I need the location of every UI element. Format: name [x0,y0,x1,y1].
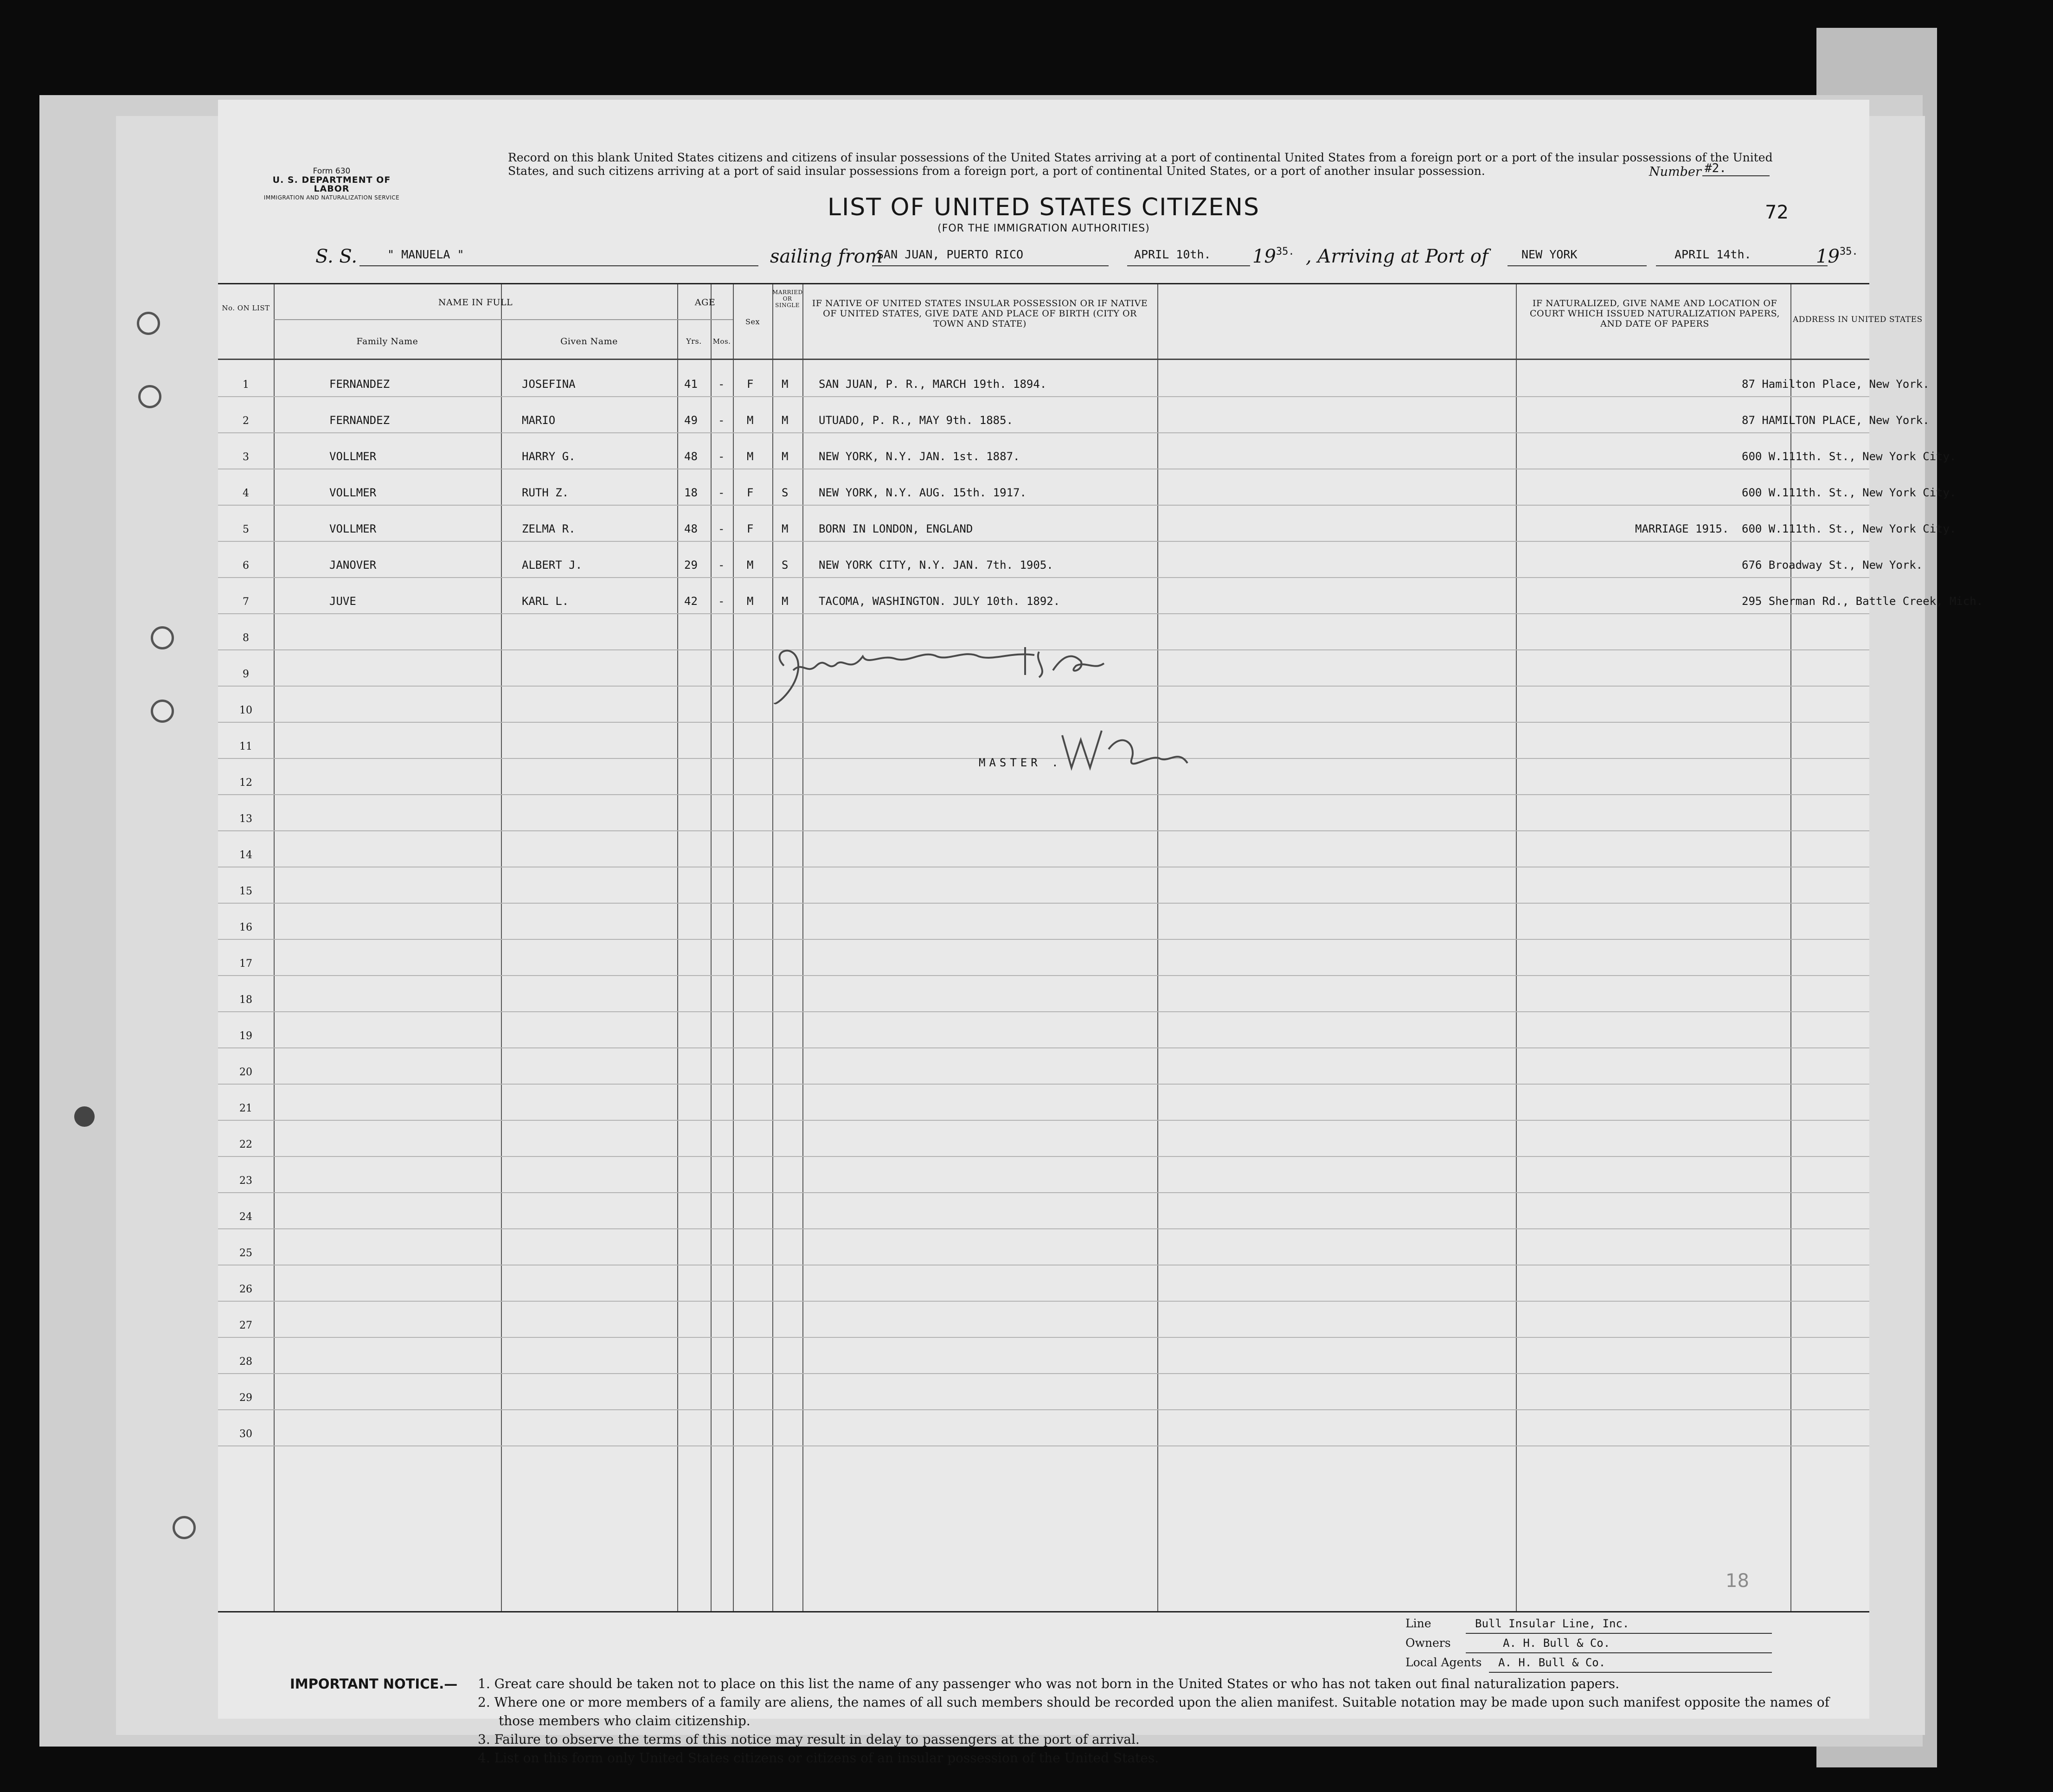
table-row [218,976,1869,1012]
row-number: 4 [243,488,249,499]
marital-status-cell: S [782,559,789,572]
header-no-on-list: No. ON LIST [222,304,270,312]
header-birth: IF NATIVE OF UNITED STATES INSULAR POSSESSION OR IF NATIVE OF UNITED STATES, GIVE DATE AND PLACE OF BIRTH (CITY OR TOWN AND STATE) [812,298,1148,329]
row-number: 18 [239,994,252,1006]
table-row [218,1193,1869,1229]
form-subtitle: (FOR THE IMMIGRATION AUTHORITIES) [937,223,1150,234]
row-number: 17 [239,958,252,970]
table-row [218,469,1957,506]
age-years-cell: 48 [684,450,698,463]
arriving-label: , Arriving at Port of [1306,246,1488,267]
row-number: 14 [239,849,252,861]
table-row [218,578,1983,614]
sex-cell: F [747,522,754,535]
marital-status-cell: M [782,450,789,463]
table-row [218,506,1957,542]
owners-value: A. H. Bull & Co. [1466,1634,1772,1653]
family-name-cell: VOLLMER [329,450,377,463]
table-row [218,1048,1869,1085]
address-cell: 87 Hamilton Place, New York. [1742,378,1930,391]
passenger-table [218,283,1983,1612]
table-row [218,867,1869,904]
sex-cell: M [747,450,754,463]
age-months-cell: - [718,595,725,608]
given-name-cell: HARRY G. [522,450,576,463]
given-name-cell: ZELMA R. [522,522,576,535]
sex-cell: M [747,559,754,572]
notice-item: 3. Failure to observe the terms of this notice may result in delay to passengers at the port of arrival. [478,1732,1140,1747]
family-name-cell: VOLLMER [329,522,377,535]
table-row [218,940,1869,976]
table-row [218,1338,1869,1374]
binder-hole [151,700,174,723]
handwritten-signatures [765,633,1252,786]
line-value: Bull Insular Line, Inc. [1466,1614,1772,1634]
header-bottom-rule [218,359,1869,360]
agents-value: A. H. Bull & Co. [1489,1653,1772,1673]
owners-label: Owners [1405,1636,1451,1650]
table-row [218,397,1930,433]
given-name-cell: KARL L. [522,595,569,608]
row-number: 15 [239,886,252,897]
table-row [218,1157,1869,1193]
table-row [218,433,1957,469]
marital-status-cell: M [782,522,789,535]
header-name-in-full: NAME IN FULL [438,297,513,308]
given-name-cell: ALBERT J. [522,559,583,572]
sex-cell: M [747,595,754,608]
table-row [218,361,1930,397]
row-number: 8 [243,632,249,644]
row-number: 9 [243,668,249,680]
ship-name: " MANUELA " [359,248,758,266]
form-title: LIST OF UNITED STATES CITIZENS [827,193,1260,221]
age-years-cell: 48 [684,522,698,535]
row-number: 1 [243,379,249,391]
table-row [218,1265,1869,1302]
row-number: 19 [239,1030,252,1042]
row-number: 20 [239,1066,252,1078]
service-name: IMMIGRATION AND NATURALIZATION SERVICE [263,194,400,201]
marital-status-cell: S [782,486,789,499]
row-number: 10 [239,705,252,716]
age-years-cell: 18 [684,486,698,499]
birth-info-cell: NEW YORK, N.Y. JAN. 1st. 1887. [819,450,1020,463]
birth-info-cell: UTUADO, P. R., MAY 9th. 1885. [819,414,1014,427]
age-years-cell: 42 [684,595,698,608]
family-name-cell: JANOVER [329,559,377,572]
list-number-value: #2. [1702,161,1770,176]
binder-hole [137,312,160,335]
department-name: U. S. DEPARTMENT OF LABOR [272,175,391,194]
table-row [218,795,1869,831]
ss-label: S. S. [315,246,358,267]
row-number: 24 [239,1211,252,1223]
sex-cell: F [747,486,754,499]
address-cell: 600 W.111th. St., New York City. [1742,522,1957,535]
departure-year: $19^{35.}$ [1252,246,1295,267]
notice-item: 2. Where one or more members of a family are aliens, the names of all such members should be recorded upon the alien manifest. Suitable notation may be made upon such manifest opposite the names of those members who claim citizenship. [478,1695,1829,1728]
row-number: 30 [239,1428,252,1440]
family-name-cell: VOLLMER [329,486,377,499]
given-name-cell: RUTH Z. [522,486,569,499]
master-label: MASTER . [979,756,1062,769]
row-number: 12 [239,777,252,789]
table-row [218,904,1869,940]
header-rule [274,319,733,320]
address-cell: 676 Broadway St., New York. [1742,559,1923,572]
row-number: 11 [239,741,252,752]
header-family-name: Family Name [356,336,418,347]
departure-port: SAN JUAN, PUERTO RICO [872,248,1109,266]
arrival-port: NEW YORK [1508,248,1647,266]
marital-status-cell: M [782,378,789,391]
age-years-cell: 41 [684,378,698,391]
age-months-cell: - [718,559,725,572]
row-number: 7 [243,596,249,608]
row-number: 6 [243,560,249,572]
header-naturalized: IF NATURALIZED, GIVE NAME AND LOCATION OF COURT WHICH ISSUED NATURALIZATION PAPERS, AND DATE OF PAPERS [1530,298,1780,329]
birth-info-cell: TACOMA, WASHINGTON. JULY 10th. 1892. [819,595,1060,608]
row-number: 16 [239,922,252,933]
table-row [218,1302,1869,1338]
age-months-cell: - [718,378,725,391]
row-number: 23 [239,1175,252,1187]
departure-date: APRIL 10th. [1127,248,1250,266]
row-number: 3 [243,451,249,463]
age-months-cell: - [718,522,725,535]
arrival-date: APRIL 14th. [1656,248,1828,266]
birth-info-cell: NEW YORK CITY, N.Y. JAN. 7th. 1905. [819,559,1053,572]
row-number: 2 [243,415,249,427]
row-number: 27 [239,1320,252,1331]
row-number: 25 [239,1247,252,1259]
binder-punch [74,1106,95,1127]
header-age: AGE [694,297,716,308]
table-row [218,1410,1869,1446]
row-number: 29 [239,1392,252,1404]
voyage-line [315,246,1858,269]
notice-item: 4. List on this form only United States citizens or citizens of an insular possession of the United States. [478,1750,1159,1766]
age-months-cell: - [718,450,725,463]
birth-info-cell: BORN IN LONDON, ENGLAND [819,522,973,535]
sex-cell: F [747,378,754,391]
table-row [218,1229,1869,1265]
manifest-sheet [218,100,1983,1766]
header-mos: Mos. [712,337,731,346]
list-number-label: Number [1649,165,1701,179]
form-instructions: Record on this blank United States citizens and citizens of insular possessions of the United States arriving at a port of continental United States from a foreign port or a port of the insular possessions of the United States, and such citizens arriving at a port of said insular possessions from a foreign port, a port of continental United States, or a port of another insular possession. [508,151,1773,178]
row-number: 13 [239,813,252,825]
address-cell: 295 Sherman Rd., Battle Creek, Mich. [1742,595,1983,608]
notice-heading: IMPORTANT NOTICE.— [290,1676,458,1692]
table-row [218,1374,1869,1410]
header-sex: Sex [745,317,760,326]
address-cell: 600 W.111th. St., New York City. [1742,450,1957,463]
marital-status-cell: M [782,414,789,427]
shipping-line-info [1405,1614,1772,1673]
given-name-cell: JOSEFINA [522,378,576,391]
header-yrs: Yrs. [686,337,702,346]
table-row [218,542,1923,578]
age-months-cell: - [718,486,725,499]
binder-hole [151,626,174,649]
birth-info-cell: NEW YORK, N.Y. AUG. 15th. 1917. [819,486,1026,499]
age-months-cell: - [718,414,725,427]
binder-hole [173,1516,196,1539]
notice-item: 1. Great care should be taken not to place on this list the name of any passenger who was not born in the United States or who has not taken out final naturalization papers. [478,1676,1620,1691]
binder-hole [138,385,161,408]
marital-status-cell: M [782,595,789,608]
header-given-name: Given Name [560,336,618,347]
table-row [218,1012,1869,1048]
table-row [218,1085,1869,1121]
page-number: 72 [1765,202,1789,223]
age-years-cell: 49 [684,414,698,427]
age-years-cell: 29 [684,559,698,572]
form-number: Form 630 [313,167,351,176]
family-name-cell: FERNANDEZ [329,414,390,427]
sailing-from-label: sailing from [770,246,883,267]
table-row [218,1121,1869,1157]
arrival-year: $19^{35.}$ [1816,246,1858,267]
row-number: 5 [243,524,249,535]
address-cell: 600 W.111th. St., New York City. [1742,486,1957,499]
birth-info-cell: SAN JUAN, P. R., MARCH 19th. 1894. [819,378,1047,391]
header-address: ADDRESS IN UNITED STATES [1793,315,1923,324]
naturalization-cell: MARRIAGE 1915. [1635,522,1729,535]
address-cell: 87 HAMILTON PLACE, New York. [1742,414,1930,427]
row-number: 26 [239,1284,252,1295]
header-married-single: MARRIED OR SINGLE [772,289,803,308]
family-name-cell: JUVE [329,595,356,608]
table-row [218,831,1869,867]
row-number: 28 [239,1356,252,1368]
given-name-cell: MARIO [522,414,556,427]
agents-label: Local Agents [1405,1656,1482,1669]
row-number: 22 [239,1139,252,1150]
row-number: 21 [239,1103,252,1114]
line-label: Line [1405,1617,1431,1630]
corner-number: 18 [1726,1570,1749,1592]
sex-cell: M [747,414,754,427]
family-name-cell: FERNANDEZ [329,378,390,391]
